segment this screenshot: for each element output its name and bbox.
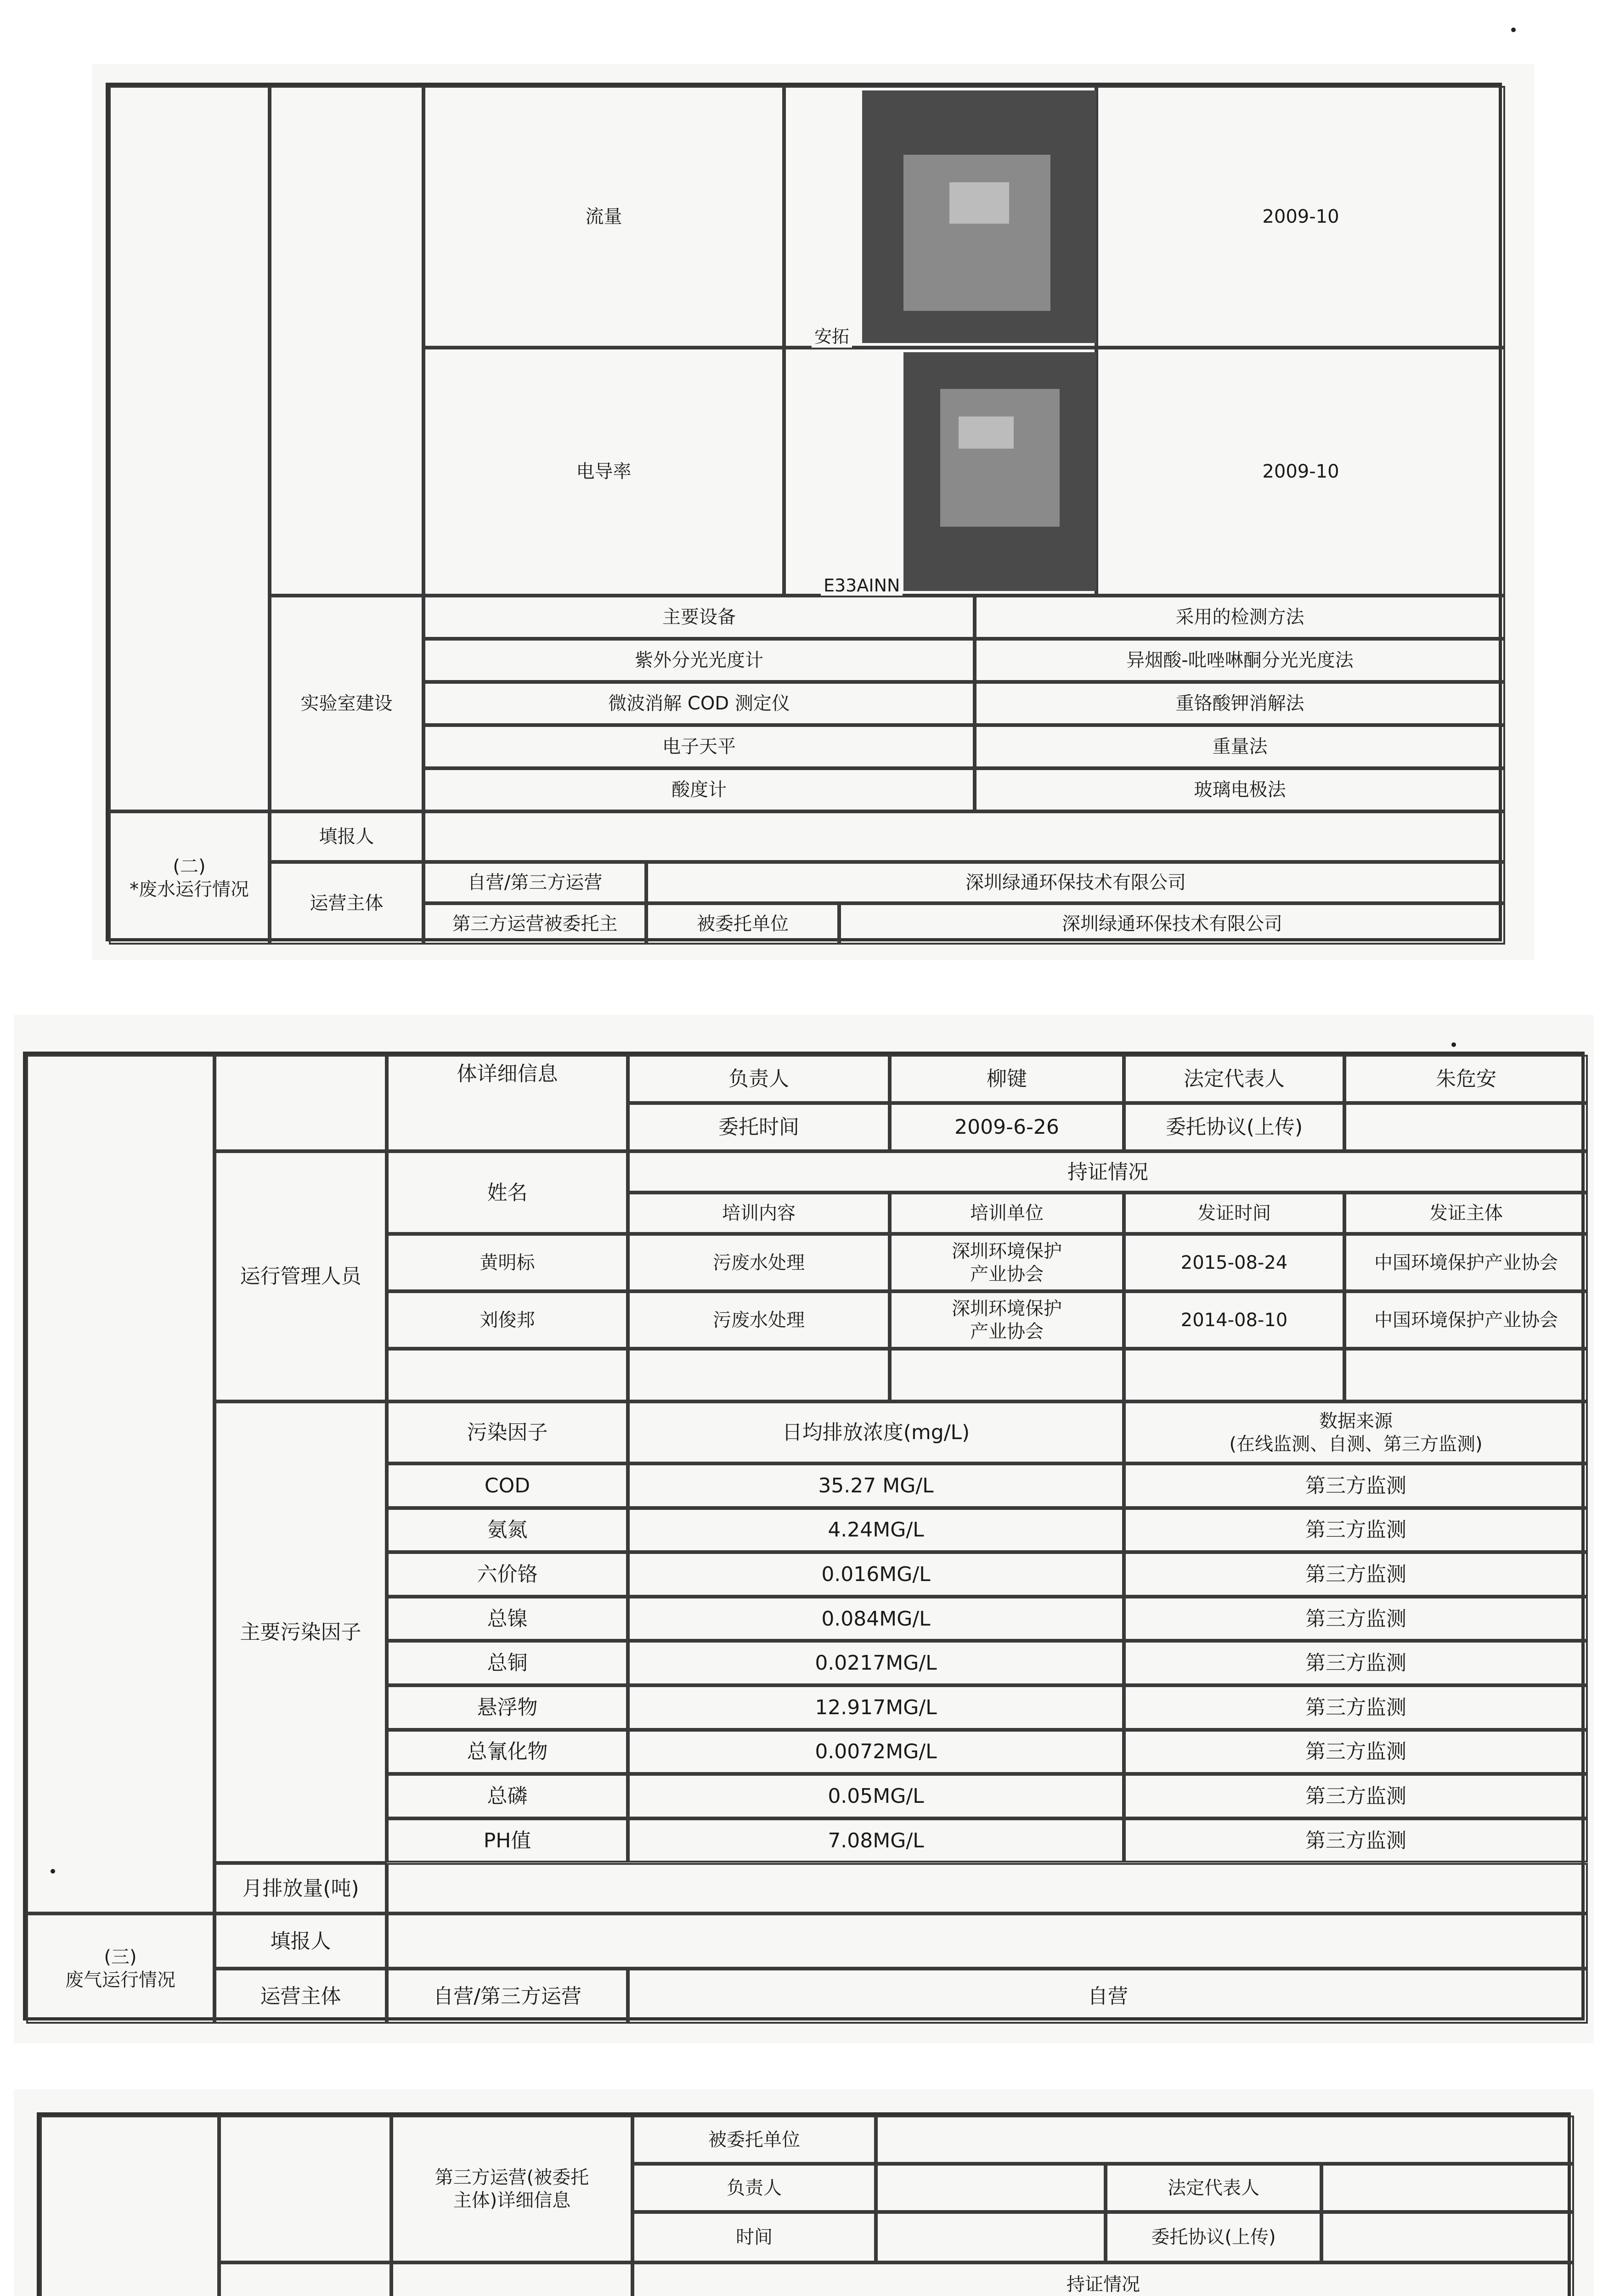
pollutant-concentration: 35.27 MG/L bbox=[628, 1463, 1124, 1508]
legal-rep-label: 法定代表人 bbox=[1124, 1055, 1344, 1103]
operator-label: 运营主体 bbox=[270, 862, 423, 945]
section-3-title: (三) 废气运行情况 bbox=[26, 1913, 214, 2024]
cert-header-issuer: 发证主体 bbox=[1344, 1193, 1588, 1234]
lab-header-method: 采用的检测方法 bbox=[975, 596, 1505, 639]
flow-photo-caption: 安拓 bbox=[812, 322, 852, 348]
pollutant-name: 总氰化物 bbox=[387, 1730, 628, 1774]
pollutant-name: 总磷 bbox=[387, 1774, 628, 1818]
time-label: 时间 bbox=[632, 2212, 876, 2262]
staff-name: 黄明标 bbox=[387, 1234, 628, 1291]
lab-equipment: 紫外分光光度计 bbox=[423, 639, 975, 682]
section-2-title: (二) *废水运行情况 bbox=[109, 811, 270, 945]
exhaust-table bbox=[37, 2112, 1571, 2296]
staff-content: 污废水处理 bbox=[628, 1234, 890, 1291]
name-label bbox=[391, 2262, 632, 2296]
lab-header-equipment: 主要设备 bbox=[423, 596, 975, 639]
lab-method: 玻璃电极法 bbox=[975, 768, 1505, 811]
agreement-upload[interactable] bbox=[1321, 2212, 1574, 2262]
page-section-3 bbox=[14, 2089, 1594, 2296]
entrust-agreement-label: 委托协议(上传) bbox=[1124, 1103, 1344, 1151]
third-party-label: 第三方运营(被委托 主体)详细信息 bbox=[391, 2116, 632, 2262]
filler-label: 填报人 bbox=[214, 1913, 387, 1969]
lab-method: 重量法 bbox=[975, 725, 1505, 768]
flow-date: 2009-10 bbox=[1096, 86, 1505, 348]
lab-label: 实验室建设 bbox=[270, 596, 423, 811]
lab-equipment: 微波消解 COD 测定仪 bbox=[423, 682, 975, 725]
detail-label: 体详细信息 bbox=[387, 1055, 628, 1151]
pollutant-name: 六价铬 bbox=[387, 1552, 628, 1597]
self-third-label: 自营/第三方运营 bbox=[423, 862, 646, 903]
pollutant-concentration: 0.0072MG/L bbox=[628, 1730, 1124, 1774]
responsible-label: 负责人 bbox=[628, 1055, 890, 1103]
cert-header-unit: 培训单位 bbox=[890, 1193, 1124, 1234]
legal-rep-value[interactable] bbox=[1321, 2164, 1574, 2212]
pollutant-source: 第三方监测 bbox=[1124, 1774, 1588, 1818]
pollutant-concentration: 0.0217MG/L bbox=[628, 1641, 1124, 1685]
lab-equipment: 电子天平 bbox=[423, 725, 975, 768]
entrusted-unit-label: 被委托单位 bbox=[632, 2116, 876, 2164]
staff-unit: 深圳环境保护 产业协会 bbox=[890, 1291, 1124, 1349]
page-section-2 bbox=[14, 1015, 1594, 2043]
pollutant-source: 第三方监测 bbox=[1124, 1508, 1588, 1553]
pollutant-concentration: 0.084MG/L bbox=[628, 1597, 1124, 1641]
pollutant-source: 第三方监测 bbox=[1124, 1730, 1588, 1774]
lab-method: 异烟酸-吡唑啉酮分光光度法 bbox=[975, 639, 1505, 682]
ops-label: 运行管理人员 bbox=[214, 1151, 387, 1401]
entrust-time-value: 2009-6-26 bbox=[890, 1103, 1124, 1151]
pollutant-header-source: 数据来源 (在线监测、自测、第三方监测) bbox=[1124, 1401, 1588, 1463]
staff-content: 污废水处理 bbox=[628, 1291, 890, 1349]
scan-speck bbox=[1511, 28, 1516, 32]
agreement-label: 委托协议(上传) bbox=[1106, 2212, 1321, 2262]
cert-label: 持证情况 bbox=[628, 1151, 1588, 1193]
pollutant-concentration: 0.05MG/L bbox=[628, 1774, 1124, 1818]
monthly-label: 月排放量(吨) bbox=[214, 1863, 387, 1913]
pollutant-concentration: 4.24MG/L bbox=[628, 1508, 1124, 1553]
staff-unit: 深圳环境保护 产业协会 bbox=[890, 1234, 1124, 1291]
self-third-value: 自营 bbox=[628, 1969, 1588, 2024]
conductivity-photo-caption: E33AINN bbox=[821, 575, 903, 596]
time-value[interactable] bbox=[876, 2212, 1106, 2262]
pollutant-source: 第三方监测 bbox=[1124, 1641, 1588, 1685]
third-party-label: 第三方运营被委托主 bbox=[423, 903, 646, 945]
entrust-agreement-upload[interactable] bbox=[1344, 1103, 1588, 1151]
legal-rep-label: 法定代表人 bbox=[1106, 2164, 1321, 2212]
pollutant-name: 总镍 bbox=[387, 1597, 628, 1641]
pollutant-name: 总铜 bbox=[387, 1641, 628, 1685]
pollutant-name: 氨氮 bbox=[387, 1508, 628, 1553]
pollutant-name: 悬浮物 bbox=[387, 1685, 628, 1730]
ops-label bbox=[219, 2262, 391, 2296]
scan-speck bbox=[51, 1869, 55, 1874]
pollutant-concentration: 12.917MG/L bbox=[628, 1685, 1124, 1730]
responsible-value: 柳键 bbox=[890, 1055, 1124, 1103]
entrust-time-label: 委托时间 bbox=[628, 1103, 890, 1151]
pollutant-name: COD bbox=[387, 1463, 628, 1508]
self-third-label: 自营/第三方运营 bbox=[387, 1969, 628, 2024]
operator-label: 运营主体 bbox=[214, 1969, 387, 2024]
entrusted-unit-value: 深圳绿通环保技术有限公司 bbox=[839, 903, 1505, 945]
responsible-value[interactable] bbox=[876, 2164, 1106, 2212]
filler-label: 填报人 bbox=[270, 811, 423, 862]
pollutant-source: 第三方监测 bbox=[1124, 1685, 1588, 1730]
entrusted-unit-label: 被委托单位 bbox=[646, 903, 839, 945]
self-third-value: 深圳绿通环保技术有限公司 bbox=[646, 862, 1505, 903]
conductivity-meter-photo bbox=[824, 352, 1096, 596]
wastewater-table-middle bbox=[23, 1052, 1585, 2020]
staff-issuer: 中国环境保护产业协会 bbox=[1344, 1234, 1588, 1291]
pollutant-label: 主要污染因子 bbox=[214, 1401, 387, 1863]
page-section-1 bbox=[92, 64, 1534, 960]
scan-speck bbox=[1451, 1042, 1456, 1047]
pollutant-concentration: 7.08MG/L bbox=[628, 1818, 1124, 1863]
filler-value[interactable] bbox=[423, 811, 1505, 862]
conductivity-date: 2009-10 bbox=[1096, 348, 1505, 596]
monthly-value[interactable] bbox=[387, 1863, 1588, 1913]
pollutant-header-factor: 污染因子 bbox=[387, 1401, 628, 1463]
row-name-flow: 流量 bbox=[423, 86, 784, 348]
staff-time: 2015-08-24 bbox=[1124, 1234, 1344, 1291]
flow-meter-photo bbox=[814, 90, 1096, 347]
name-label: 姓名 bbox=[387, 1151, 628, 1234]
responsible-label: 负责人 bbox=[632, 2164, 876, 2212]
staff-time: 2014-08-10 bbox=[1124, 1291, 1344, 1349]
pollutant-header-conc: 日均排放浓度(mg/L) bbox=[628, 1401, 1124, 1463]
lab-method: 重铬酸钾消解法 bbox=[975, 682, 1505, 725]
row-name-conductivity: 电导率 bbox=[423, 348, 784, 596]
legal-rep-value: 朱危安 bbox=[1344, 1055, 1588, 1103]
cert-label: 持证情况 bbox=[632, 2262, 1574, 2296]
filler-value[interactable] bbox=[387, 1913, 1588, 1969]
pollutant-source: 第三方监测 bbox=[1124, 1552, 1588, 1597]
pollutant-source: 第三方监测 bbox=[1124, 1597, 1588, 1641]
staff-issuer: 中国环境保护产业协会 bbox=[1344, 1291, 1588, 1349]
cert-header-content: 培训内容 bbox=[628, 1193, 890, 1234]
lab-equipment: 酸度计 bbox=[423, 768, 975, 811]
pollutant-name: PH值 bbox=[387, 1818, 628, 1863]
staff-name: 刘俊邦 bbox=[387, 1291, 628, 1349]
pollutant-concentration: 0.016MG/L bbox=[628, 1552, 1124, 1597]
wastewater-table-top bbox=[106, 83, 1502, 941]
pollutant-source: 第三方监测 bbox=[1124, 1818, 1588, 1863]
pollutant-source: 第三方监测 bbox=[1124, 1463, 1588, 1508]
cert-header-time: 发证时间 bbox=[1124, 1193, 1344, 1234]
entrusted-unit-value[interactable] bbox=[876, 2116, 1574, 2164]
